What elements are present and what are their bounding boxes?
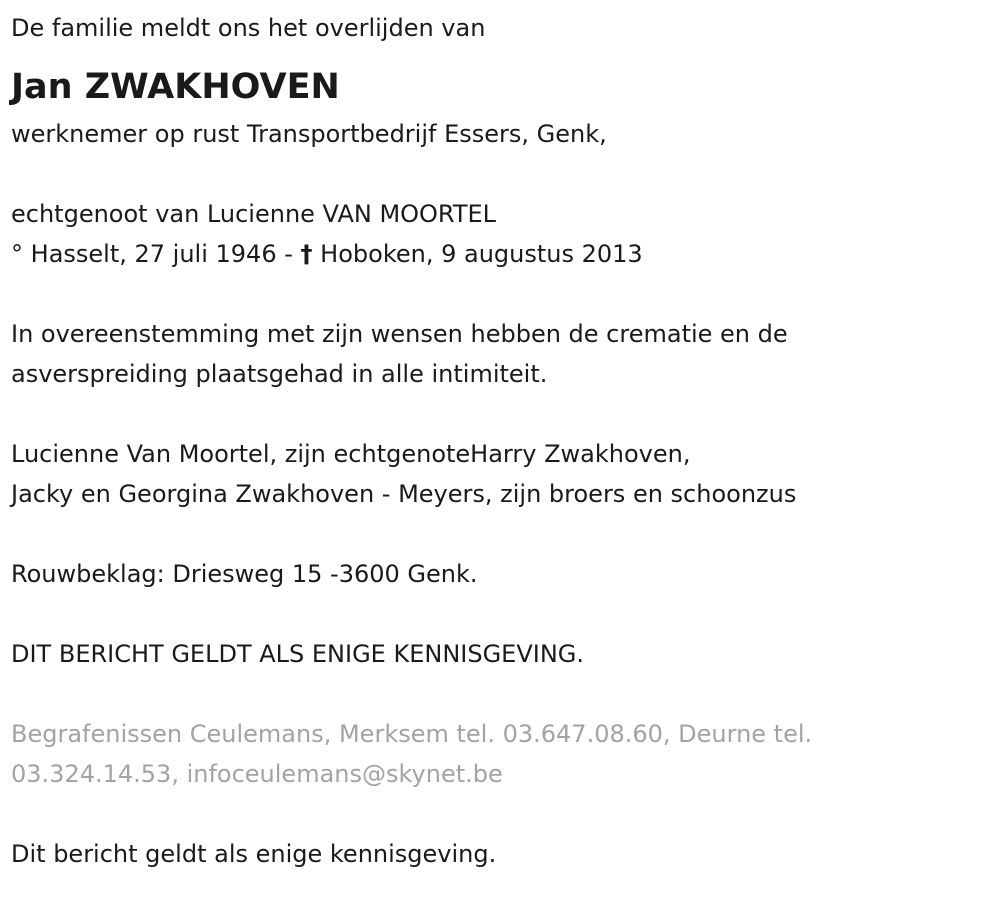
spacer	[11, 154, 986, 194]
spacer	[11, 674, 986, 714]
deceased-last-name: ZWAKHOVEN	[84, 67, 340, 107]
spacer	[11, 794, 986, 834]
funeral-home-line-2: 03.324.14.53, infoceulemans@skynet.be	[11, 760, 503, 788]
death-notice	[11, 8, 986, 874]
closing-text: Dit bericht geldt als enige kennisgeving.	[11, 840, 497, 868]
birth-symbol: °	[11, 240, 23, 268]
spacer	[11, 594, 986, 634]
spacer	[11, 394, 986, 434]
official-notice-text: DIT BERICHT GELDT ALS ENIGE KENNISGEVING.	[11, 640, 585, 668]
death-cross-icon: †	[300, 240, 313, 268]
birth-text: Hasselt, 27 juli 1946 -	[30, 240, 293, 268]
spacer	[11, 514, 986, 554]
deceased-name	[11, 52, 986, 114]
occupation-text: werknemer op rust Transportbedrijf Essers, Genk,	[11, 120, 607, 148]
condolences-address: Rouwbeklag: Driesweg 15 -3600 Genk.	[11, 560, 478, 588]
life-dates	[11, 234, 986, 274]
spacer	[11, 274, 986, 314]
death-text: Hoboken, 9 augustus 2013	[320, 240, 643, 268]
family-line-1: Lucienne Van Moortel, zijn echtgenoteHarry Zwakhoven,	[11, 440, 691, 468]
funeral-home-line-1: Begrafenissen Ceulemans, Merksem tel. 03.647.08.60, Deurne tel.	[11, 720, 813, 748]
spouse-text: echtgenoot van Lucienne VAN MOORTEL	[11, 200, 497, 228]
wishes-line-1: In overeenstemming met zijn wensen hebben de crematie en de	[11, 320, 788, 348]
wishes-line-2: asverspreiding plaatsgehad in alle intimiteit.	[11, 360, 548, 388]
deceased-first-name: Jan	[11, 67, 73, 107]
intro-text: De familie meldt ons het overlijden van	[11, 14, 486, 42]
family-line-2: Jacky en Georgina Zwakhoven - Meyers, zijn broers en schoonzus	[11, 480, 797, 508]
